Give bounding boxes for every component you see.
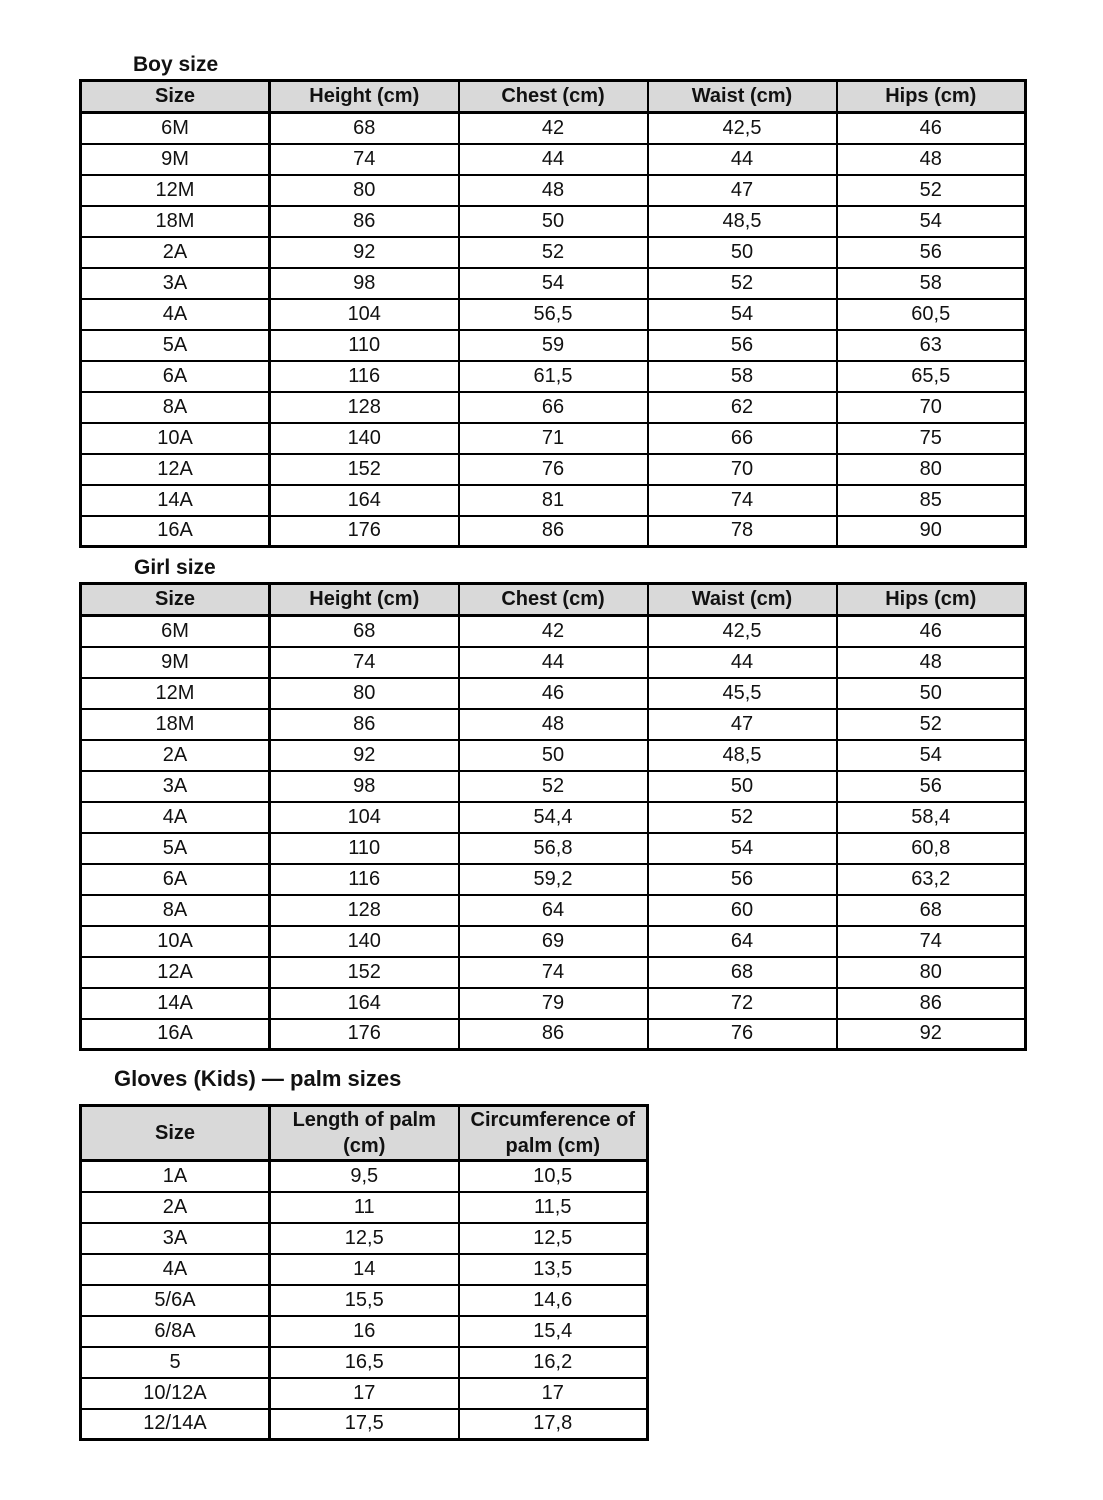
measurement-cell: 42,5 <box>648 616 837 647</box>
table-row <box>81 1316 648 1347</box>
measurement-cell: 52 <box>648 268 837 299</box>
size-cell: 5A <box>81 833 270 864</box>
measurement-cell: 92 <box>270 237 459 268</box>
measurement-cell: 81 <box>459 485 648 516</box>
size-cell: 12/14A <box>81 1409 270 1440</box>
measurement-cell: 50 <box>459 206 648 237</box>
size-cell: 10A <box>81 423 270 454</box>
measurement-cell: 92 <box>270 740 459 771</box>
measurement-cell: 59 <box>459 330 648 361</box>
column-header: Waist (cm) <box>648 81 837 113</box>
measurement-cell: 44 <box>459 144 648 175</box>
measurement-cell: 68 <box>648 957 837 988</box>
column-header: Hips (cm) <box>837 584 1026 616</box>
table-row <box>81 175 1026 206</box>
measurement-cell: 68 <box>837 895 1026 926</box>
measurement-cell: 42 <box>459 113 648 144</box>
measurement-cell: 70 <box>837 392 1026 423</box>
table-row <box>81 1285 648 1316</box>
measurement-cell: 74 <box>648 485 837 516</box>
size-cell: 14A <box>81 485 270 516</box>
size-cell: 6/8A <box>81 1316 270 1347</box>
measurement-cell: 44 <box>648 647 837 678</box>
measurement-cell: 44 <box>459 647 648 678</box>
table-row <box>81 1378 648 1409</box>
measurement-cell: 56 <box>648 864 837 895</box>
measurement-cell: 74 <box>459 957 648 988</box>
measurement-cell: 64 <box>648 926 837 957</box>
measurement-cell: 152 <box>270 957 459 988</box>
table-header-row <box>81 81 1026 113</box>
table-row <box>81 454 1026 485</box>
measurement-cell: 104 <box>270 299 459 330</box>
size-cell: 10/12A <box>81 1378 270 1409</box>
measurement-cell: 11,5 <box>459 1192 648 1223</box>
size-cell: 8A <box>81 392 270 423</box>
measurement-cell: 74 <box>270 647 459 678</box>
measurement-cell: 46 <box>837 616 1026 647</box>
size-cell: 5 <box>81 1347 270 1378</box>
measurement-cell: 56 <box>648 330 837 361</box>
table-row <box>81 678 1026 709</box>
measurement-cell: 48 <box>837 647 1026 678</box>
table-row <box>81 1019 1026 1050</box>
size-cell: 8A <box>81 895 270 926</box>
measurement-cell: 50 <box>648 771 837 802</box>
table-row <box>81 113 1026 144</box>
size-cell: 9M <box>81 647 270 678</box>
measurement-cell: 44 <box>648 144 837 175</box>
measurement-cell: 54 <box>837 206 1026 237</box>
measurement-cell: 16,5 <box>270 1347 459 1378</box>
measurement-cell: 85 <box>837 485 1026 516</box>
measurement-cell: 16,2 <box>459 1347 648 1378</box>
table-row <box>81 1409 648 1440</box>
measurement-cell: 62 <box>648 392 837 423</box>
measurement-cell: 76 <box>459 454 648 485</box>
measurement-cell: 60,8 <box>837 833 1026 864</box>
size-cell: 6A <box>81 361 270 392</box>
table-row <box>81 144 1026 175</box>
measurement-cell: 63 <box>837 330 1026 361</box>
measurement-cell: 47 <box>648 709 837 740</box>
measurement-cell: 71 <box>459 423 648 454</box>
gloves-size-table <box>79 1104 649 1441</box>
gloves-title: Gloves (Kids) — palm sizes <box>114 1066 402 1091</box>
table-row <box>81 740 1026 771</box>
table-row <box>81 709 1026 740</box>
measurement-cell: 48 <box>459 709 648 740</box>
measurement-cell: 17,8 <box>459 1409 648 1440</box>
size-cell: 6M <box>81 616 270 647</box>
table-row <box>81 926 1026 957</box>
measurement-cell: 52 <box>648 802 837 833</box>
table-row <box>81 802 1026 833</box>
size-cell: 10A <box>81 926 270 957</box>
measurement-cell: 80 <box>837 454 1026 485</box>
size-cell: 16A <box>81 516 270 547</box>
measurement-cell: 140 <box>270 423 459 454</box>
size-cell: 3A <box>81 1223 270 1254</box>
size-cell: 3A <box>81 268 270 299</box>
measurement-cell: 110 <box>270 330 459 361</box>
size-cell: 5/6A <box>81 1285 270 1316</box>
measurement-cell: 52 <box>837 175 1026 206</box>
measurement-cell: 98 <box>270 771 459 802</box>
measurement-cell: 104 <box>270 802 459 833</box>
measurement-cell: 52 <box>459 237 648 268</box>
measurement-cell: 64 <box>459 895 648 926</box>
measurement-cell: 58 <box>648 361 837 392</box>
table-row <box>81 957 1026 988</box>
measurement-cell: 61,5 <box>459 361 648 392</box>
measurement-cell: 110 <box>270 833 459 864</box>
table-row <box>81 833 1026 864</box>
size-cell: 12M <box>81 678 270 709</box>
size-cell: 4A <box>81 1254 270 1285</box>
column-header: Chest (cm) <box>459 584 648 616</box>
measurement-cell: 80 <box>270 678 459 709</box>
column-header: Waist (cm) <box>648 584 837 616</box>
size-cell: 12A <box>81 454 270 485</box>
measurement-cell: 56,8 <box>459 833 648 864</box>
table-row <box>81 647 1026 678</box>
girl-size-title: Girl size <box>134 556 216 579</box>
table-header-row <box>81 1106 648 1161</box>
size-cell: 2A <box>81 740 270 771</box>
measurement-cell: 90 <box>837 516 1026 547</box>
measurement-cell: 176 <box>270 516 459 547</box>
measurement-cell: 48 <box>459 175 648 206</box>
measurement-cell: 80 <box>270 175 459 206</box>
measurement-cell: 86 <box>459 516 648 547</box>
table-row <box>81 864 1026 895</box>
measurement-cell: 14 <box>270 1254 459 1285</box>
measurement-cell: 12,5 <box>459 1223 648 1254</box>
measurement-cell: 52 <box>837 709 1026 740</box>
measurement-cell: 17,5 <box>270 1409 459 1440</box>
girl-size-table <box>79 582 1027 1051</box>
table-row <box>81 1254 648 1285</box>
measurement-cell: 46 <box>837 113 1026 144</box>
size-cell: 9M <box>81 144 270 175</box>
size-cell: 12A <box>81 957 270 988</box>
measurement-cell: 54 <box>648 833 837 864</box>
size-cell: 4A <box>81 802 270 833</box>
measurement-cell: 46 <box>459 678 648 709</box>
measurement-cell: 60,5 <box>837 299 1026 330</box>
table-row <box>81 1223 648 1254</box>
table-row <box>81 771 1026 802</box>
size-cell: 2A <box>81 1192 270 1223</box>
size-cell: 2A <box>81 237 270 268</box>
measurement-cell: 58 <box>837 268 1026 299</box>
measurement-cell: 17 <box>459 1378 648 1409</box>
measurement-cell: 86 <box>459 1019 648 1050</box>
size-cell: 18M <box>81 206 270 237</box>
measurement-cell: 86 <box>270 709 459 740</box>
measurement-cell: 54 <box>837 740 1026 771</box>
measurement-cell: 50 <box>459 740 648 771</box>
size-cell: 12M <box>81 175 270 206</box>
measurement-cell: 45,5 <box>648 678 837 709</box>
measurement-cell: 66 <box>459 392 648 423</box>
measurement-cell: 128 <box>270 895 459 926</box>
measurement-cell: 42 <box>459 616 648 647</box>
measurement-cell: 80 <box>837 957 1026 988</box>
column-header: Height (cm) <box>270 584 459 616</box>
measurement-cell: 128 <box>270 392 459 423</box>
table-row <box>81 237 1026 268</box>
column-header: Size <box>81 1106 270 1161</box>
measurement-cell: 56,5 <box>459 299 648 330</box>
measurement-cell: 56 <box>837 237 1026 268</box>
table-row <box>81 1347 648 1378</box>
table-header-row <box>81 584 1026 616</box>
measurement-cell: 116 <box>270 361 459 392</box>
measurement-cell: 70 <box>648 454 837 485</box>
table-row <box>81 330 1026 361</box>
measurement-cell: 13,5 <box>459 1254 648 1285</box>
measurement-cell: 59,2 <box>459 864 648 895</box>
table-row <box>81 516 1026 547</box>
table-row <box>81 206 1026 237</box>
measurement-cell: 54 <box>648 299 837 330</box>
size-cell: 1A <box>81 1161 270 1192</box>
boy-size-title: Boy size <box>133 53 219 76</box>
measurement-cell: 63,2 <box>837 864 1026 895</box>
measurement-cell: 11 <box>270 1192 459 1223</box>
table-row <box>81 1161 648 1192</box>
measurement-cell: 72 <box>648 988 837 1019</box>
measurement-cell: 92 <box>837 1019 1026 1050</box>
size-cell: 6M <box>81 113 270 144</box>
table-row <box>81 616 1026 647</box>
measurement-cell: 58,4 <box>837 802 1026 833</box>
measurement-cell: 79 <box>459 988 648 1019</box>
measurement-cell: 86 <box>270 206 459 237</box>
measurement-cell: 68 <box>270 616 459 647</box>
measurement-cell: 164 <box>270 485 459 516</box>
table-row <box>81 299 1026 330</box>
table-row <box>81 423 1026 454</box>
column-header: Length of palm (cm) <box>270 1106 459 1161</box>
measurement-cell: 66 <box>648 423 837 454</box>
size-cell: 14A <box>81 988 270 1019</box>
measurement-cell: 78 <box>648 516 837 547</box>
table-row <box>81 361 1026 392</box>
table-row <box>81 485 1026 516</box>
measurement-cell: 74 <box>270 144 459 175</box>
measurement-cell: 86 <box>837 988 1026 1019</box>
column-header: Hips (cm) <box>837 81 1026 113</box>
measurement-cell: 52 <box>459 771 648 802</box>
measurement-cell: 47 <box>648 175 837 206</box>
measurement-cell: 152 <box>270 454 459 485</box>
measurement-cell: 56 <box>837 771 1026 802</box>
measurement-cell: 76 <box>648 1019 837 1050</box>
measurement-cell: 17 <box>270 1378 459 1409</box>
size-cell: 6A <box>81 864 270 895</box>
measurement-cell: 164 <box>270 988 459 1019</box>
table-row <box>81 895 1026 926</box>
column-header: Chest (cm) <box>459 81 648 113</box>
measurement-cell: 14,6 <box>459 1285 648 1316</box>
measurement-cell: 74 <box>837 926 1026 957</box>
measurement-cell: 60 <box>648 895 837 926</box>
column-header: Circumference of palm (cm) <box>459 1106 648 1161</box>
measurement-cell: 48 <box>837 144 1026 175</box>
table-row <box>81 988 1026 1019</box>
measurement-cell: 50 <box>648 237 837 268</box>
measurement-cell: 48,5 <box>648 206 837 237</box>
boy-size-table <box>79 79 1027 548</box>
table-row <box>81 1192 648 1223</box>
measurement-cell: 15,4 <box>459 1316 648 1347</box>
measurement-cell: 140 <box>270 926 459 957</box>
column-header: Size <box>81 81 270 113</box>
measurement-cell: 48,5 <box>648 740 837 771</box>
measurement-cell: 54,4 <box>459 802 648 833</box>
size-cell: 5A <box>81 330 270 361</box>
size-cell: 18M <box>81 709 270 740</box>
measurement-cell: 65,5 <box>837 361 1026 392</box>
measurement-cell: 75 <box>837 423 1026 454</box>
measurement-cell: 116 <box>270 864 459 895</box>
measurement-cell: 42,5 <box>648 113 837 144</box>
measurement-cell: 9,5 <box>270 1161 459 1192</box>
measurement-cell: 68 <box>270 113 459 144</box>
measurement-cell: 12,5 <box>270 1223 459 1254</box>
column-header: Size <box>81 584 270 616</box>
table-row <box>81 392 1026 423</box>
measurement-cell: 176 <box>270 1019 459 1050</box>
measurement-cell: 54 <box>459 268 648 299</box>
measurement-cell: 15,5 <box>270 1285 459 1316</box>
size-cell: 3A <box>81 771 270 802</box>
measurement-cell: 10,5 <box>459 1161 648 1192</box>
column-header: Height (cm) <box>270 81 459 113</box>
measurement-cell: 50 <box>837 678 1026 709</box>
measurement-cell: 16 <box>270 1316 459 1347</box>
measurement-cell: 69 <box>459 926 648 957</box>
measurement-cell: 98 <box>270 268 459 299</box>
table-row <box>81 268 1026 299</box>
size-cell: 4A <box>81 299 270 330</box>
size-cell: 16A <box>81 1019 270 1050</box>
